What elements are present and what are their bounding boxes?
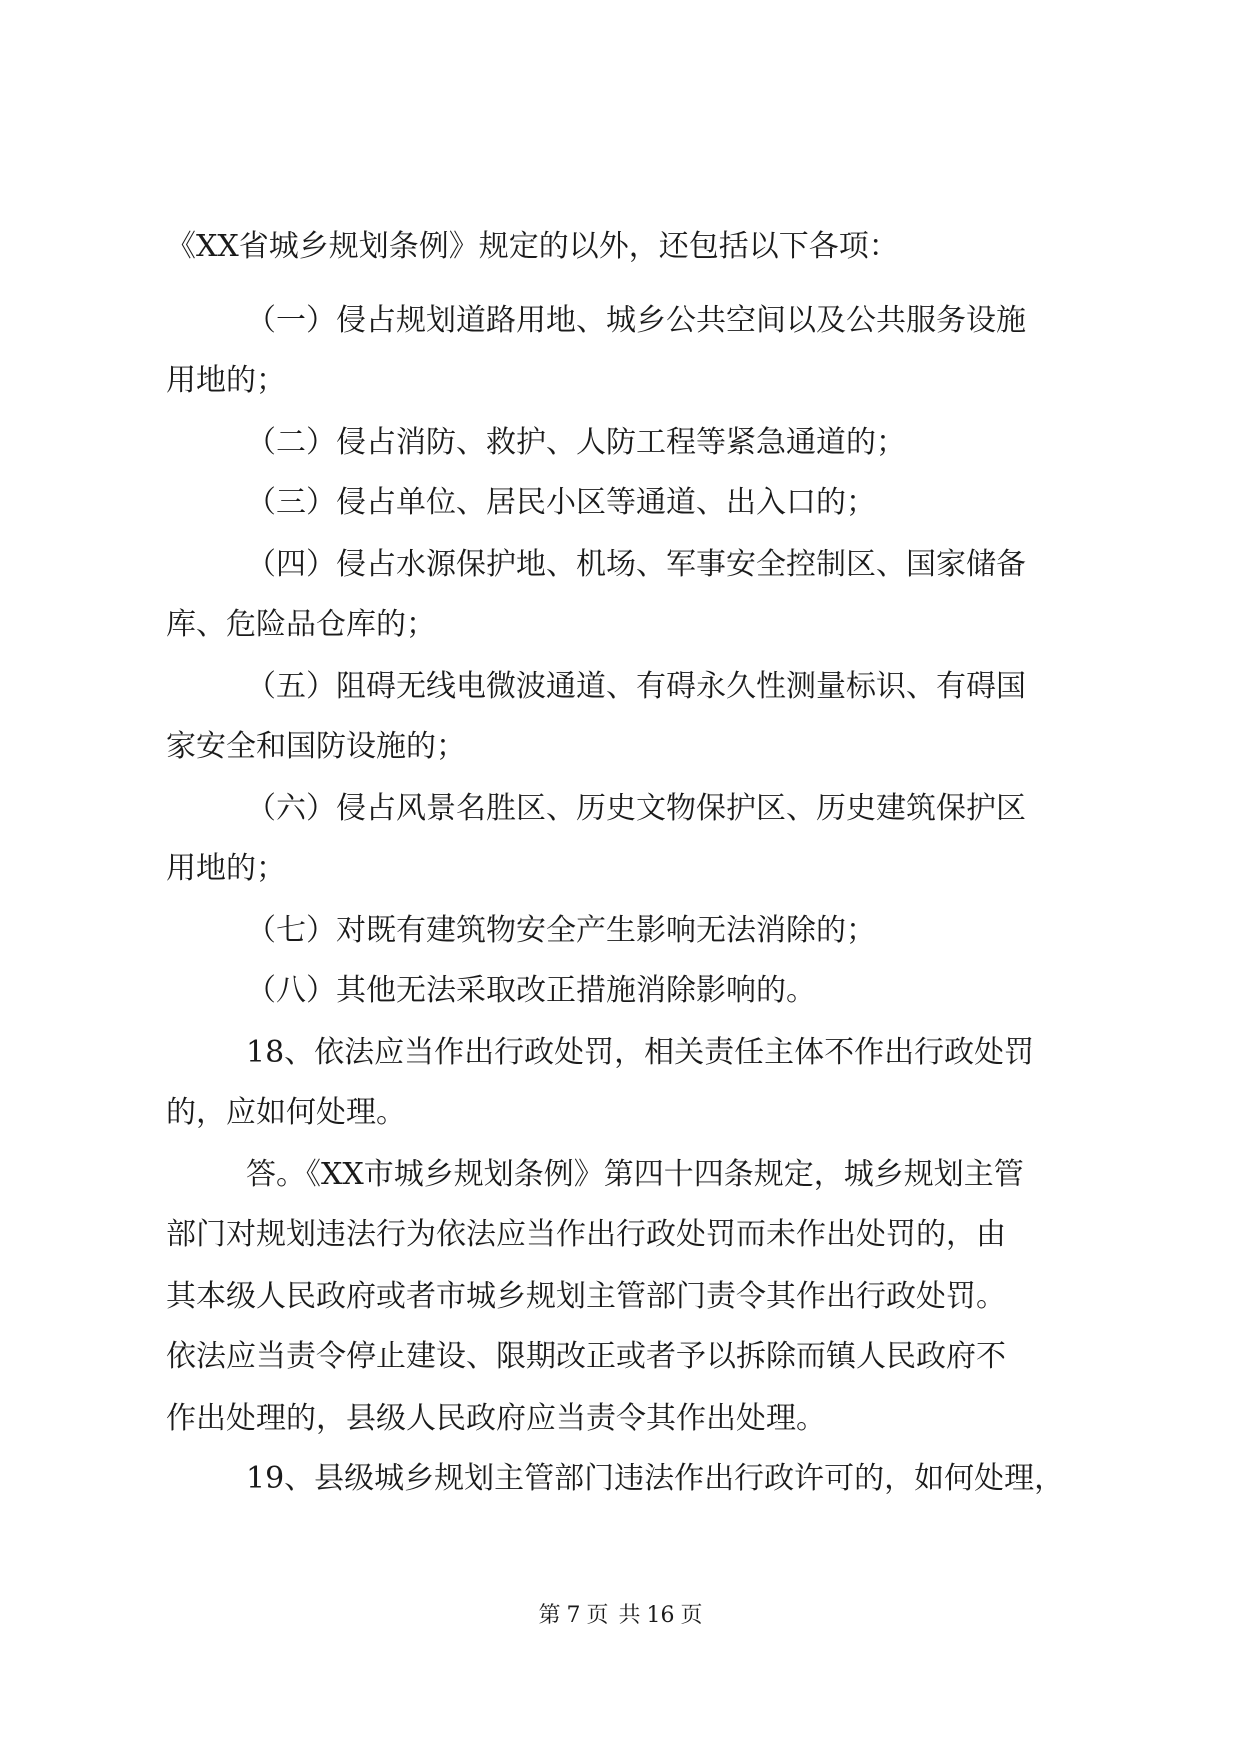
total-pages: 16 (646, 1603, 675, 1628)
text-line: （三）侵占单位、居民小区等通道、出入口的； (246, 485, 876, 520)
text-line: 依法应当责令停止建设、限期改正或者予以拆除而镇人民政府不 (166, 1339, 1006, 1374)
page-footer (0, 1602, 1241, 1630)
text-line: 其本级人民政府或者市城乡规划主管部门责令其作出行政处罚。 (166, 1279, 1006, 1314)
text-line: 部门对规划违法行为依法应当作出行政处罚而未作出处罚的，由 (166, 1217, 1006, 1252)
text-line: 19、县级城乡规划主管部门违法作出行政许可的，如何处理， (246, 1461, 1065, 1496)
text-line: 家安全和国防设施的； (166, 729, 466, 764)
text-line: 库、危险品仓库的； (166, 607, 436, 642)
text-line: （一）侵占规划道路用地、城乡公共空间以及公共服务设施 (246, 303, 1026, 338)
page-number: 7 (566, 1603, 581, 1628)
page-prefix: 第 (538, 1603, 561, 1628)
text-line: 用地的； (166, 851, 286, 886)
text-line: 的，应如何处理。 (166, 1095, 406, 1130)
page-suffix: 页 (586, 1603, 609, 1628)
text-line: （二）侵占消防、救护、人防工程等紧急通道的； (246, 425, 906, 460)
text-line: （七）对既有建筑物安全产生影响无法消除的； (246, 913, 876, 948)
text-line: 用地的； (166, 363, 286, 398)
text-line: 18、依法应当作出行政处罚，相关责任主体不作出行政处罚 (246, 1035, 1035, 1070)
text-line: （四）侵占水源保护地、机场、军事安全控制区、国家储备 (246, 547, 1026, 582)
text-line: 作出处理的，县级人民政府应当责令其作出处理。 (166, 1401, 826, 1436)
total-prefix: 共 (618, 1603, 641, 1628)
text-line: 答。《XX市城乡规划条例》第四十四条规定，城乡规划主管 (246, 1157, 1024, 1192)
total-suffix: 页 (680, 1603, 703, 1628)
text-line: （八）其他无法采取改正措施消除影响的。 (246, 973, 816, 1008)
text-line: （五）阻碍无线电微波通道、有碍永久性测量标识、有碍国 (246, 669, 1026, 704)
text-line: （六）侵占风景名胜区、历史文物保护区、历史建筑保护区 (246, 791, 1026, 826)
text-line: 《XX省城乡规划条例》规定的以外，还包括以下各项： (166, 229, 899, 264)
